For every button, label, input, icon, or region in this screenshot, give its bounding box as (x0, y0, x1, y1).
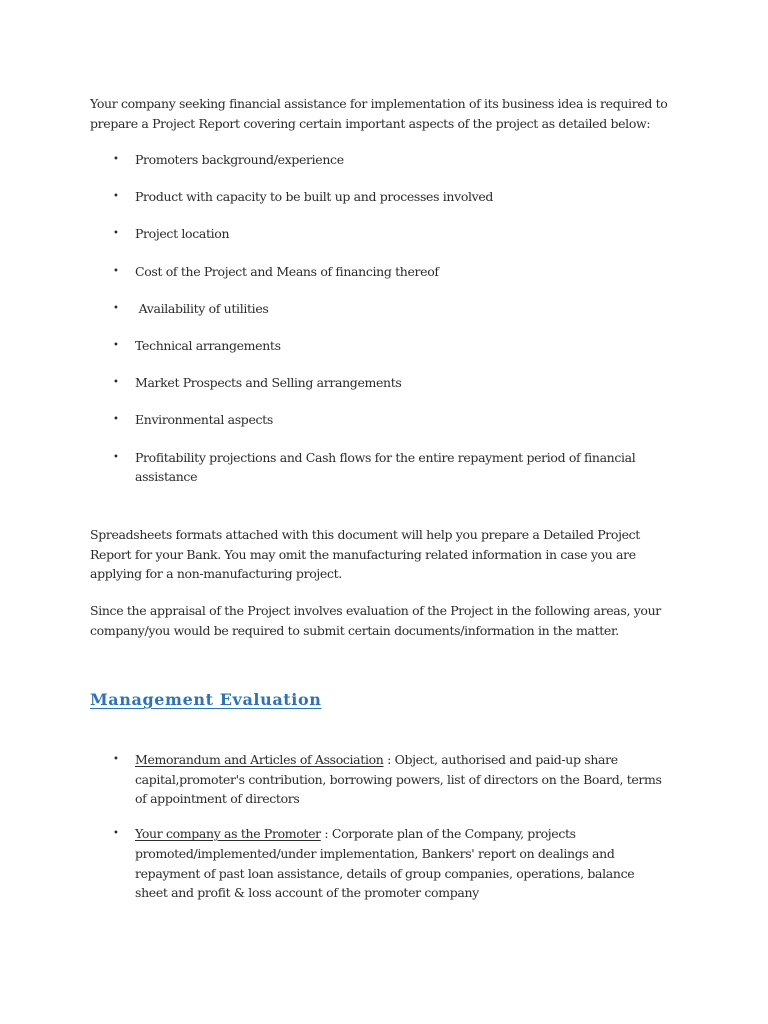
aspects-list (90, 150, 690, 485)
list-item-text: : Object, authorised and paid-up share capital,promoter's contribution, borrowing powers, list of directors on the Board, terms of appointment of directors (135, 752, 662, 807)
list-item (90, 150, 690, 187)
list-item-term: Memorandum and Articles of Association (135, 752, 384, 767)
list-item-text: Technical arrangements (135, 337, 281, 353)
list-item-term: Your company as the Promoter (135, 826, 321, 842)
list-item-text: Market Prospects and Selling arrangements (135, 375, 402, 391)
list-item (90, 824, 670, 903)
intro-paragraph: Your company seeking financial assistance for implementation of its business idea is required to prepare a Project Report covering certain important aspects of the project as detailed below: (90, 96, 668, 131)
bullet-icon: • (113, 228, 119, 240)
bullet-icon: • (113, 414, 119, 426)
list-item-text: Profitability projections and Cash flows for the entire repayment period of financial assistance (135, 449, 636, 484)
list-item (90, 336, 690, 373)
bullet-icon: • (113, 265, 119, 277)
list-item (90, 373, 690, 410)
list-item-text: Project location (135, 226, 230, 242)
list-item-text: Availability of utilities (135, 300, 269, 316)
list-item (90, 224, 690, 261)
bullet-icon: • (113, 154, 119, 165)
bullet-icon: • (113, 451, 119, 463)
list-item (90, 750, 670, 809)
appraisal-paragraph: Since the appraisal of the Project involves evaluation of the Project in the following areas, your company/you would be required to submit certain documents/information in the matter. (90, 603, 661, 638)
list-item-text: Cost of the Project and Means of financing thereof (135, 263, 439, 279)
bullet-icon: • (113, 191, 119, 203)
management-evaluation-list (90, 750, 670, 918)
bullet-icon: • (113, 339, 119, 351)
list-item-text: : Corporate plan of the Company, projects promoted/implemented/under implementation, Bankers' report on dealings and repayment of past loan assistance, details of group companies, operations, balance sheet and profit & loss account of the promoter company (135, 826, 635, 901)
list-item (90, 448, 690, 485)
bullet-icon: • (113, 754, 119, 765)
bullet-icon: • (113, 377, 119, 389)
list-item (90, 410, 690, 447)
bullet-icon: • (113, 828, 119, 840)
list-item (90, 299, 690, 336)
bullet-icon: • (113, 302, 119, 314)
list-item-text: Environmental aspects (135, 412, 273, 428)
list-item-text: Product with capacity to be built up and processes involved (135, 189, 494, 205)
section-heading: Management Evaluation (90, 690, 322, 709)
spreadsheet-paragraph: Spreadsheets formats attached with this document will help you prepare a Detailed Project Report for your Bank. You may omit the manufacturing related information in case you are applying for a non-manufacturing project. (90, 527, 640, 581)
list-item (90, 262, 690, 299)
list-item (90, 187, 690, 224)
list-item-text: Promoters background/experience (135, 152, 344, 167)
